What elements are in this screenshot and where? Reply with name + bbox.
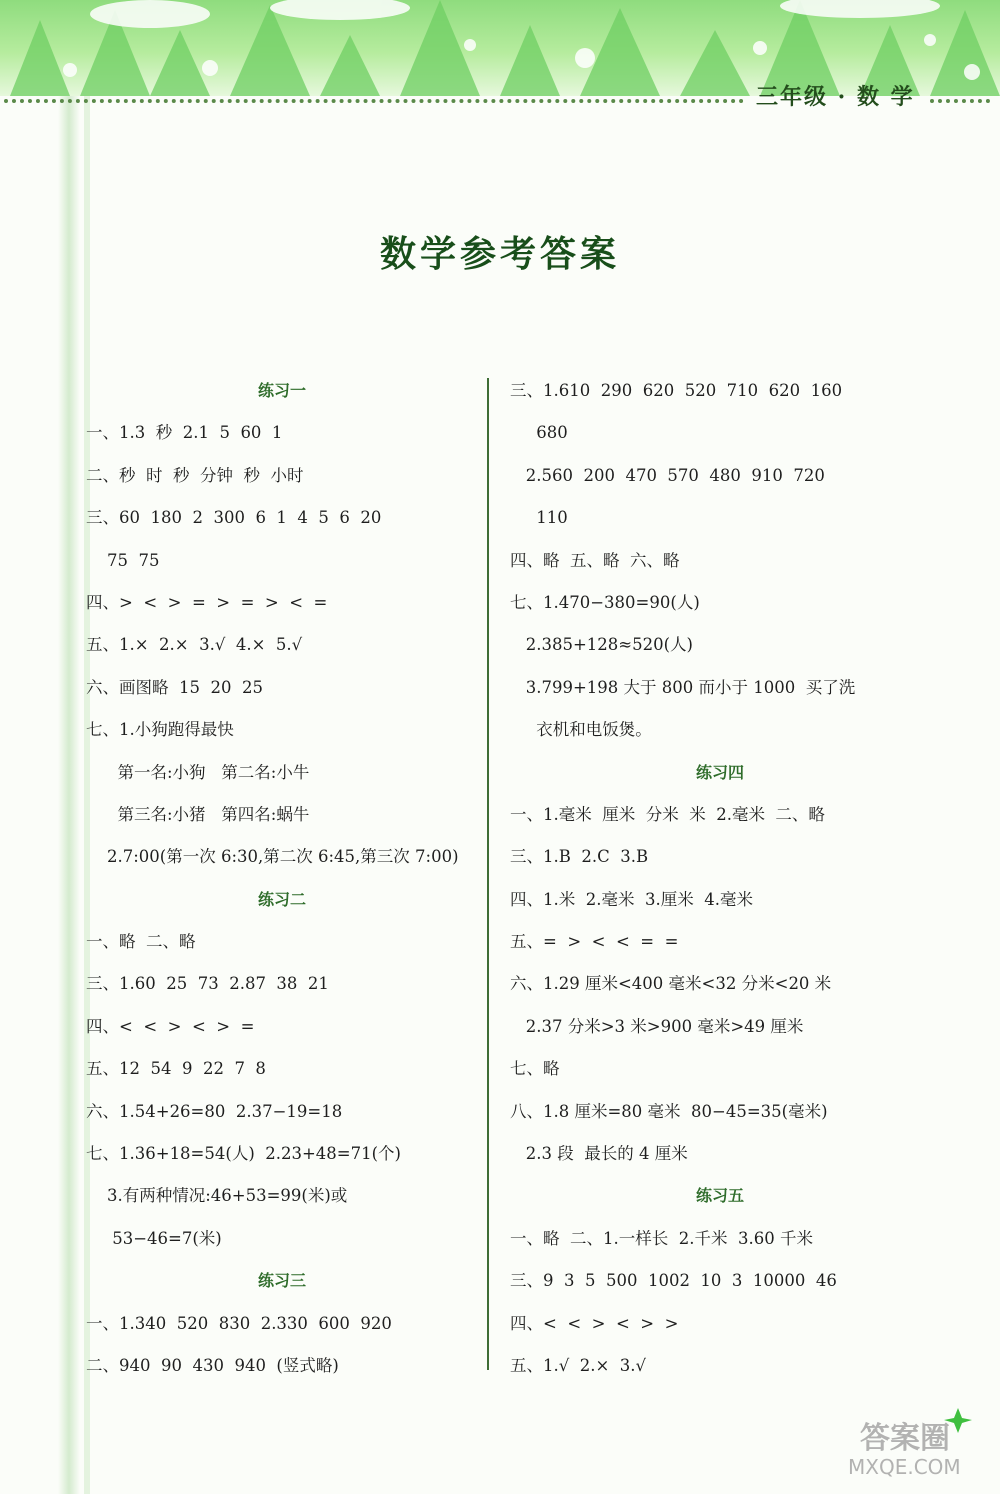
answer-line: 六、1.29 厘米<400 毫米<32 分米<20 米	[510, 974, 832, 994]
column-divider	[487, 378, 489, 1370]
answer-line: 一、略 二、1.一样长 2.千米 3.60 千米	[510, 1228, 813, 1248]
answer-line: 110	[510, 508, 568, 528]
answer-line: 第一名:小狗 第二名:小牛	[86, 762, 310, 782]
answer-line: 2.385+128≈520(人)	[510, 635, 693, 655]
grade-subject-label: 三年级 · 数 学	[756, 84, 915, 110]
answer-line: 2.7:00(第一次 6:30,第二次 6:45,第三次 7:00)	[86, 847, 459, 867]
answer-line: 二、秒 时 秒 分钟 秒 小时	[86, 465, 304, 485]
section-heading: 练习三	[257, 1271, 306, 1291]
answer-line: 75 75	[86, 550, 160, 570]
left-decor-stripe	[58, 96, 80, 1494]
answer-line: 七、1.36+18=54(人) 2.23+48=71(个)	[86, 1144, 401, 1164]
answer-line: 六、画图略 15 20 25	[86, 677, 263, 697]
answer-line: 五、1.√ 2.× 3.√	[510, 1355, 647, 1375]
answer-line: 四、> < > = > = > < =	[86, 592, 328, 612]
page-title: 数学参考答案	[379, 233, 620, 275]
answer-line: 六、1.54+26=80 2.37−19=18	[86, 1101, 343, 1121]
answer-line: 四、< < > < > =	[86, 1016, 255, 1036]
answer-line: 三、1.60 25 73 2.87 38 21	[86, 974, 329, 994]
answer-line: 四、1.米 2.毫米 3.厘米 4.毫米	[510, 889, 753, 909]
answer-line: 一、1.毫米 厘米 分米 米 2.毫米 二、略	[510, 804, 825, 824]
answer-line: 3.799+198 大于 800 而小于 1000 买了洗	[510, 677, 856, 697]
answer-line: 四、略 五、略 六、略	[510, 550, 680, 570]
answer-line: 二、940 90 430 940 (竖式略)	[86, 1355, 339, 1375]
answer-line: 2.3 段 最长的 4 厘米	[510, 1144, 688, 1164]
answer-line: 三、1.610 290 620 520 710 620 160	[510, 381, 843, 400]
answer-line: 四、< < > < > >	[510, 1313, 679, 1333]
answer-line: 三、9 3 5 500 1002 10 3 10000 46	[510, 1271, 837, 1291]
answer-line: 一、1.340 520 830 2.330 600 920	[86, 1313, 392, 1333]
answer-line: 七、1.470−380=90(人)	[510, 592, 700, 612]
answer-line: 三、1.B 2.C 3.B	[510, 847, 649, 867]
answer-line: 七、略	[510, 1059, 560, 1079]
watermark-logo	[840, 1400, 990, 1480]
section-heading: 练习五	[695, 1186, 744, 1206]
answer-line: 680	[510, 423, 568, 443]
answer-line: 2.37 分米>3 米>900 毫米>49 厘米	[510, 1016, 804, 1036]
answer-line: 3.有两种情况:46+53=99(米)或	[86, 1186, 348, 1206]
answers-right-column	[510, 370, 930, 1387]
answer-line: 53−46=7(米)	[86, 1228, 222, 1248]
answer-line: 2.560 200 470 570 480 910 720	[510, 465, 825, 485]
answer-line: 八、1.8 厘米=80 毫米 80−45=35(毫米)	[510, 1101, 828, 1121]
answer-line: 五、= > < < = =	[510, 932, 679, 952]
watermark-url: MXQE.COM	[848, 1455, 961, 1479]
answers-left-column	[86, 370, 478, 1387]
header-dotted-rule-right	[930, 99, 990, 103]
answer-line: 三、60 180 2 300 6 1 4 5 6 20	[86, 508, 382, 528]
watermark-brand: 答案圈	[860, 1421, 950, 1456]
answer-line: 一、1.3 秒 2.1 5 60 1	[86, 423, 283, 443]
answer-line: 七、1.小狗跑得最快	[86, 720, 234, 740]
header-dotted-rule	[4, 99, 744, 103]
answer-line: 衣机和电饭煲。	[510, 720, 652, 740]
answer-line: 一、略 二、略	[86, 932, 196, 952]
answer-line: 五、1.× 2.× 3.√ 4.× 5.√	[86, 635, 303, 655]
section-heading: 练习一	[257, 381, 306, 400]
section-heading: 练习四	[695, 762, 744, 782]
answer-line: 五、12 54 9 22 7 8	[86, 1059, 266, 1079]
section-heading: 练习二	[257, 889, 306, 909]
answer-line: 第三名:小猪 第四名:蜗牛	[86, 804, 310, 824]
